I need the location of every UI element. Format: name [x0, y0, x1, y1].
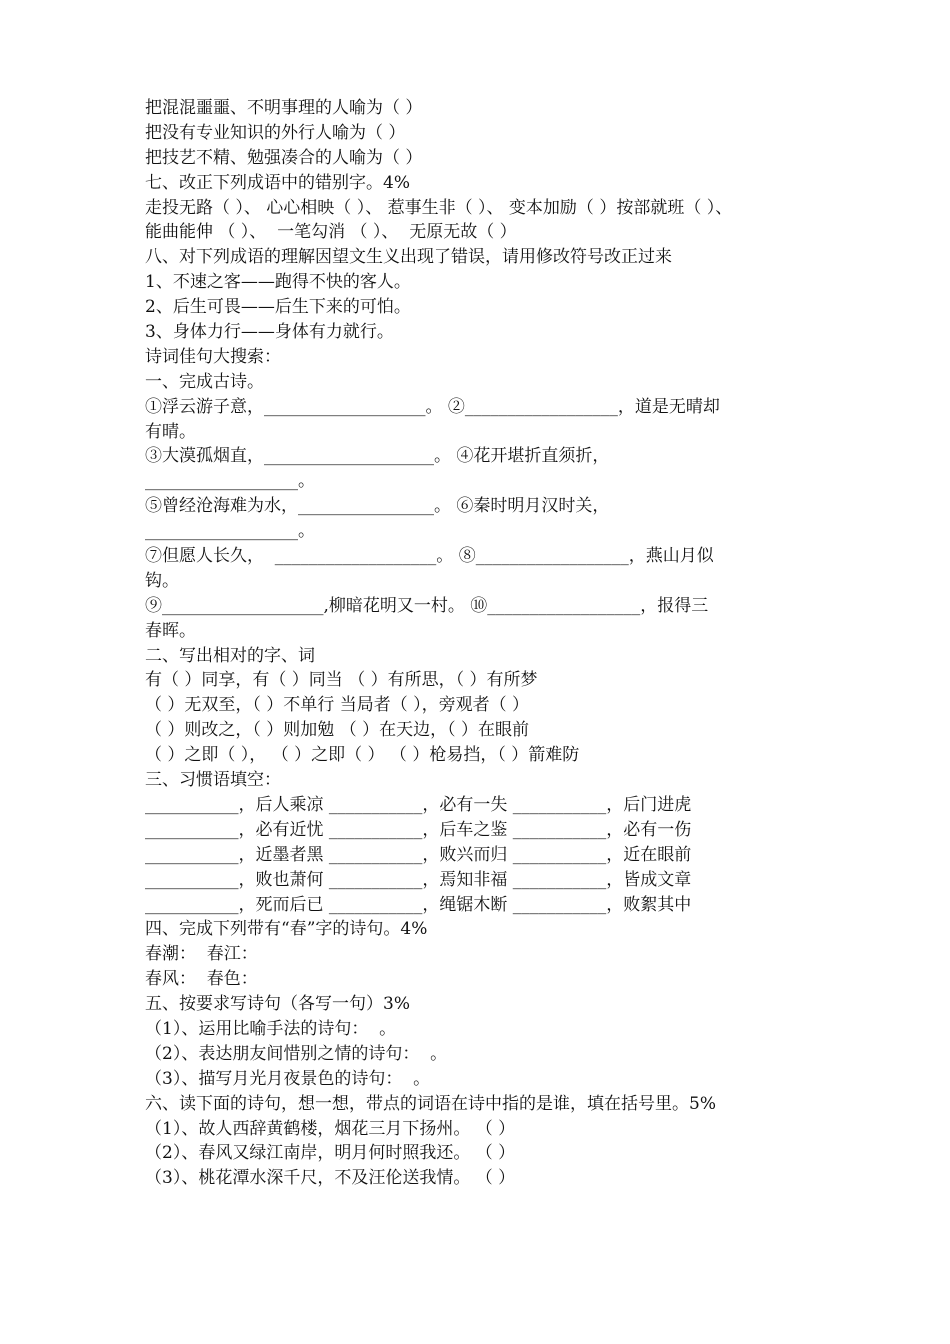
text-line: 八、对下列成语的理解因望文生义出现了错误，请用修改符号改正过来 — [145, 247, 672, 268]
text-line: ①浮云游子意，___________________。 ②__________________，道是无晴却 — [145, 396, 720, 417]
text-line: 走投无路（ ）、 心心相映（ ）、 惹事生非（ ）、 变本加励（ ）按部就班（ ）、 — [145, 197, 733, 218]
text-line: ⑦但愿人长久， ___________________。 ⑧__________________，燕山月似 — [145, 546, 714, 567]
text-line: 三、习惯语填空： — [145, 770, 281, 791]
text-line: 五、按要求写诗句（各写一句）3% — [145, 994, 410, 1015]
text-line: 钩。 — [145, 570, 179, 591]
text-line: （3）、描写月光月夜景色的诗句： 。 — [145, 1068, 431, 1089]
text-line: __________________。 — [145, 521, 315, 542]
text-line: （2）、春风又绿江南岸，明月何时照我还。 （ ） — [145, 1143, 516, 1164]
text-line: 春风： 春色： — [145, 969, 258, 990]
text-line: （ ）无双至，（ ）不单行 当局者（ ），旁观者（ ） — [145, 695, 530, 716]
text-line: 2、后生可畏——后生下来的可怕。 — [145, 297, 411, 318]
text-line: ___________，死而后已 ___________，绳锯木断 ___________，败絮其中 — [145, 894, 692, 915]
text-line: 春晖。 — [145, 620, 196, 641]
text-line: 有晴。 — [145, 421, 196, 442]
text-line: 春潮： 春江： — [145, 944, 258, 965]
text-line: 把没有专业知识的外行人喻为（ ） — [145, 122, 406, 143]
text-line: 四、完成下列带有“春”字的诗句。4% — [145, 919, 428, 940]
text-line: 有（ ）同享，有（ ）同当 （ ）有所思，（ ）有所梦 — [145, 670, 538, 691]
text-line: ⑤曾经沧海难为水，________________。 ⑥秦时明月汉时关， — [145, 496, 610, 517]
text-line: 把混混噩噩、不明事理的人喻为（ ） — [145, 98, 423, 118]
text-line: （ ）之即（ ）， （ ）之即（ ） （ ）枪易挡，（ ）箭难防 — [145, 745, 580, 766]
text-line: ___________，后人乘凉 ___________，必有一失 ___________，后门进虎 — [145, 794, 692, 815]
text-line: 3、身体力行——身体有力就行。 — [145, 322, 394, 343]
text-line: （ ）则改之，（ ）则加勉 （ ）在天边，（ ）在眼前 — [145, 720, 530, 741]
text-line: ③大漠孤烟直，____________________。 ④花开堪折直须折， — [145, 446, 610, 467]
text-line: __________________。 — [145, 471, 315, 492]
text-line: ⑨___________________,柳暗花明又一村。 ⑩__________________，报得三 — [145, 595, 709, 616]
text-line: （3）、桃花潭水深千尺，不及汪伦送我情。 （ ） — [145, 1168, 516, 1189]
text-line: （1）、运用比喻手法的诗句： 。 — [145, 1018, 397, 1039]
text-line: 诗词佳句大搜索： — [145, 346, 281, 367]
document-body — [145, 96, 835, 1191]
text-line: ___________，必有近忧 ___________，后车之鉴 ___________，必有一伤 — [145, 819, 692, 840]
text-line: 六、读下面的诗句，想一想，带点的词语在诗中指的是谁，填在括号里。5% — [145, 1093, 716, 1114]
text-line: ___________，败也萧何 ___________，焉知非福 ___________，皆成文章 — [145, 869, 692, 890]
text-line: 七、改正下列成语中的错别字。4% — [145, 172, 410, 193]
text-line: （1）、故人西辞黄鹤楼，烟花三月下扬州。 （ ） — [145, 1118, 516, 1139]
text-line: （2）、表达朋友间惜别之情的诗句： 。 — [145, 1043, 448, 1064]
text-line: 二、写出相对的字、词 — [145, 645, 315, 666]
text-line: 能曲能伸 （ ）、 一笔勾消 （ ）、 无原无故（ ） — [145, 222, 517, 243]
text-line: 1、不速之客——跑得不快的客人。 — [145, 272, 411, 293]
text-line: 把技艺不精、勉强凑合的人喻为（ ） — [145, 147, 423, 168]
text-line: 一、完成古诗。 — [145, 371, 264, 392]
text-line: ___________，近墨者黑 ___________，败兴而归 ___________，近在眼前 — [145, 844, 692, 865]
